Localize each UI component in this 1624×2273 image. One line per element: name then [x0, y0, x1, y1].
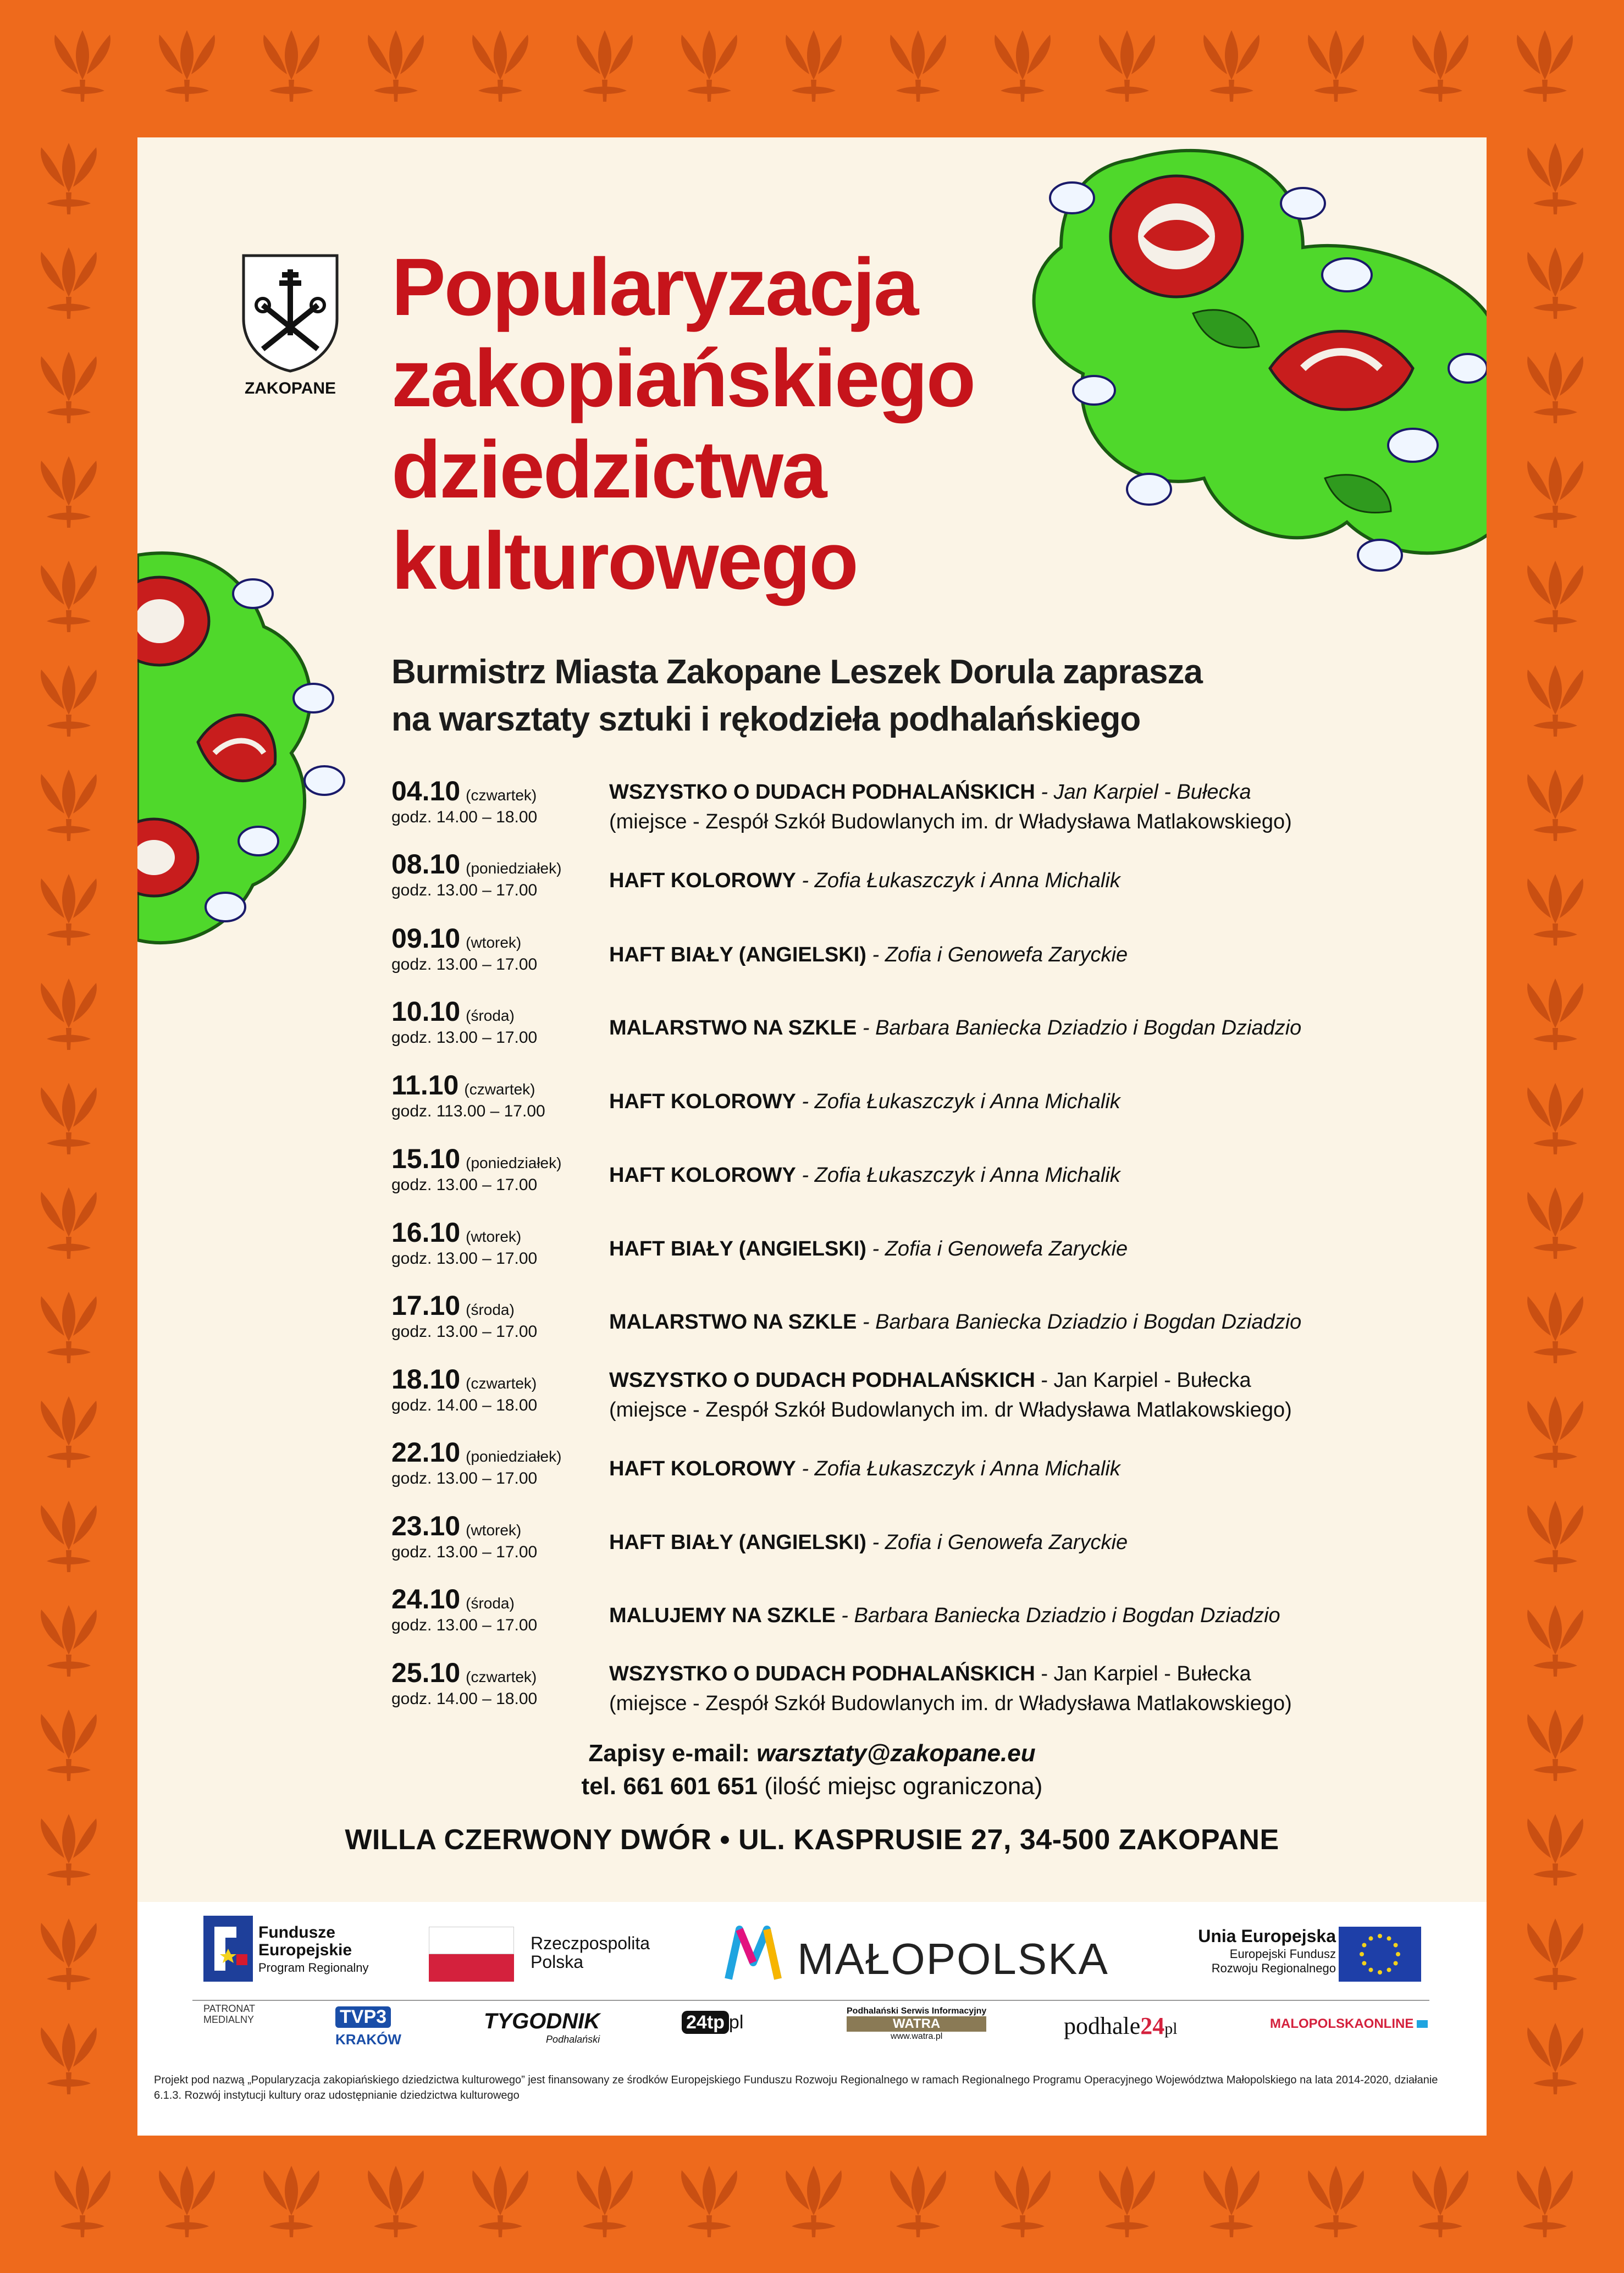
session-date: 09.10 (wtorek) [391, 923, 522, 954]
session-hosts: - Jan Karpiel - Bułecka [1035, 1369, 1251, 1392]
frame-ornament [1527, 1501, 1583, 1572]
session-hosts: - Zofia Łukaszczyk i Anna Michalik [796, 1090, 1120, 1113]
polish-flag-icon [429, 1927, 514, 1982]
session-description [609, 1307, 1301, 1337]
frame-ornament [1527, 1292, 1583, 1363]
venue-address: WILLA CZERWONY DWÓR • UL. KASPRUSIE 27, 34-500 ZAKOPANE [345, 1824, 1279, 1856]
eu-star [1394, 1943, 1398, 1948]
frame-ornament [1527, 1918, 1583, 1990]
frame-ornament [1203, 30, 1260, 102]
frame-ornament [159, 30, 215, 102]
session-hours: godz. 13.00 – 17.00 [391, 881, 538, 899]
frame-ornament [159, 2166, 215, 2237]
frame-ornament [41, 1814, 97, 1885]
schedule-row [391, 775, 1436, 841]
email-line [137, 1737, 1487, 1770]
session-date: 25.10 (czwartek) [391, 1657, 537, 1688]
frame-ornament [1527, 143, 1583, 214]
session-hosts: - Zofia Łukaszczyk i Anna Michalik [796, 1457, 1120, 1480]
poster-panel [137, 137, 1487, 2136]
session-hours: godz. 13.00 – 17.00 [391, 1616, 538, 1634]
session-hosts: - Zofia i Genowefa Zaryckie [866, 1531, 1128, 1554]
session-hours: godz. 13.00 – 17.00 [391, 1028, 538, 1047]
fundusze-europejskie-text: Fundusze Europejskie Program Regionalny [258, 1923, 369, 1975]
session-description [609, 1528, 1128, 1557]
crest-label: ZAKOPANE [244, 379, 336, 397]
eu-star [1362, 1943, 1366, 1948]
frame-ornament [1527, 1083, 1583, 1154]
frame-ornament [1517, 30, 1573, 102]
frame-ornament [1527, 978, 1583, 1050]
frame-ornament [41, 978, 97, 1050]
frame-ornament [786, 2166, 842, 2237]
schedule-row [391, 1216, 1436, 1282]
frame-ornament [995, 2166, 1051, 2237]
session-hours: godz. 13.00 – 17.00 [391, 1323, 538, 1341]
subtitle-line: Burmistrz Miasta Zakopane Leszek Dorula zaprasza [391, 653, 1202, 691]
frame-ornament [1527, 2023, 1583, 2094]
eu-flag-icon [1339, 1927, 1421, 1982]
schedule-row [391, 996, 1436, 1061]
folk-flowers-top-right [995, 137, 1487, 621]
session-hosts: - Zofia Łukaszczyk i Anna Michalik [796, 869, 1120, 892]
frame-ornament [54, 2166, 111, 2237]
session-title: MALARSTWO NA SZKLE [609, 1310, 857, 1334]
session-date: 23.10 (wtorek) [391, 1511, 522, 1541]
contact-info [137, 1737, 1487, 1803]
frame-ornament [890, 2166, 946, 2237]
frame-ornament [1527, 1710, 1583, 1781]
session-title: WSZYSTKO O DUDACH PODHALAŃSKICH [609, 1369, 1035, 1392]
session-hosts: - Zofia i Genowefa Zaryckie [866, 943, 1128, 966]
frame-ornament [41, 874, 97, 945]
frame-ornament [1527, 874, 1583, 945]
email-link[interactable]: warsztaty@zakopane.eu [756, 1740, 1036, 1767]
24tp-logo: 24tp pl [682, 2012, 743, 2033]
frame-ornament [41, 456, 97, 528]
frame-ornament [41, 247, 97, 319]
podhale24-logo: podhale24pl [1064, 2012, 1178, 2039]
session-description [609, 1365, 1292, 1425]
fundusze-europejskie-logo-icon [203, 1916, 253, 1982]
session-weekday: (środa) [466, 1007, 515, 1024]
frame-ornament [41, 1605, 97, 1677]
session-weekday: (wtorek) [466, 934, 522, 951]
watra-logo: Podhalański Serwis Informacyjny WATRA www.watra.pl [847, 2006, 987, 2041]
session-date: 18.10 (czwartek) [391, 1364, 537, 1395]
session-hours: godz. 13.00 – 17.00 [391, 1249, 538, 1268]
rzeczpospolita-text: Rzeczpospolita Polska [531, 1933, 650, 1972]
frame-ornament [263, 2166, 319, 2237]
schedule-row [391, 1657, 1436, 1723]
tvp3-krakow-logo: TVP3 KRAKÓW [335, 2006, 401, 2048]
schedule-row [391, 1363, 1436, 1429]
session-description [609, 866, 1120, 895]
session-weekday: (wtorek) [466, 1228, 522, 1245]
frame-ornament [41, 1918, 97, 1990]
session-title: MALARSTWO NA SZKLE [609, 1016, 857, 1039]
frame-ornament [41, 1083, 97, 1154]
tygodnik-podhalanski-logo: TYGODNIK Podhalański [484, 2009, 600, 2045]
frame-ornament [1517, 2166, 1573, 2237]
frame-ornament [41, 1501, 97, 1572]
session-title: HAFT BIAŁY (ANGIELSKI) [609, 1531, 866, 1554]
session-weekday: (czwartek) [464, 1081, 535, 1098]
session-weekday: (środa) [466, 1301, 515, 1318]
session-title: HAFT KOLOROWY [609, 1457, 796, 1480]
frame-ornament [1527, 770, 1583, 841]
session-title: WSZYSTKO O DUDACH PODHALAŃSKICH [609, 1662, 1035, 1685]
malopolska-online-logo: MALOPOLSKAONLINE [1270, 2016, 1428, 2032]
frame-ornament [1527, 1396, 1583, 1468]
frame-ornament [890, 30, 946, 102]
session-hours: godz. 13.00 – 17.00 [391, 955, 538, 974]
session-title: WSZYSTKO O DUDACH PODHALAŃSKICH [609, 781, 1035, 804]
session-weekday: (czwartek) [466, 1668, 537, 1685]
eu-star [1369, 1936, 1373, 1940]
title-line: dziedzictwa [391, 424, 826, 515]
eu-star [1394, 1961, 1398, 1966]
session-date: 16.10 (wtorek) [391, 1217, 522, 1248]
frame-ornament [1527, 1187, 1583, 1259]
session-hours: godz. 13.00 – 17.00 [391, 1176, 538, 1194]
frame-ornament [41, 143, 97, 214]
phone-number: tel. 661 601 651 [581, 1773, 758, 1800]
session-place: (miejsce - Zespół Szkół Budowlanych im. dr Władysława Matlakowskiego) [609, 1398, 1292, 1422]
session-title: HAFT KOLOROWY [609, 1164, 796, 1187]
subtitle [391, 649, 1326, 743]
eu-star [1387, 1968, 1391, 1972]
schedule-row [391, 1583, 1436, 1649]
frame-ornament [41, 770, 97, 841]
frame-ornament [1527, 1814, 1583, 1885]
session-date: 08.10 (poniedziałek) [391, 849, 562, 880]
session-date: 10.10 (środa) [391, 996, 515, 1027]
session-description [609, 1160, 1120, 1190]
frame-ornament [1527, 665, 1583, 737]
session-hosts: - Zofia i Genowefa Zaryckie [866, 1237, 1128, 1260]
frame-ornament [1308, 30, 1364, 102]
session-hosts: - Jan Karpiel - Bułecka [1035, 1662, 1251, 1685]
session-hours: godz. 14.00 – 18.00 [391, 808, 538, 826]
session-date: 04.10 (czwartek) [391, 776, 537, 806]
session-hours: godz. 14.00 – 18.00 [391, 1396, 538, 1414]
crest-icon [238, 253, 343, 374]
eu-star [1378, 1970, 1382, 1975]
frame-ornament [1203, 2166, 1260, 2237]
session-hours: godz. 13.00 – 17.00 [391, 1469, 538, 1487]
session-hosts: - Jan Karpiel - Bułecka [1035, 781, 1251, 804]
eu-star [1378, 1934, 1382, 1938]
frame-ornament [41, 352, 97, 423]
frame-ornament [368, 2166, 424, 2237]
session-title: HAFT BIAŁY (ANGIELSKI) [609, 1237, 866, 1260]
session-hours: godz. 14.00 – 18.00 [391, 1690, 538, 1708]
session-description [609, 1454, 1120, 1484]
session-title: HAFT KOLOROWY [609, 1090, 796, 1113]
session-description [609, 1234, 1128, 1264]
schedule-row [391, 1143, 1436, 1209]
frame-ornament [41, 1292, 97, 1363]
frame-ornament [1527, 456, 1583, 528]
frame-ornament [368, 30, 424, 102]
session-weekday: (poniedziałek) [466, 860, 562, 877]
session-title: MALUJEMY NA SZKLE [609, 1604, 836, 1627]
malopolska-text: MAŁOPOLSKA [797, 1934, 1109, 1983]
schedule-row [391, 1069, 1436, 1135]
frame-ornament [1412, 30, 1468, 102]
frame-ornament [995, 30, 1051, 102]
frame-ornament [41, 561, 97, 632]
frame-ornament [41, 1187, 97, 1259]
title-line: zakopiańskiego [391, 333, 975, 424]
session-weekday: (wtorek) [466, 1522, 522, 1539]
email-label: Zapisy e-mail: [588, 1740, 757, 1767]
frame-ornament [681, 30, 737, 102]
session-hosts: - Barbara Baniecka Dziadzio i Bogdan Dziadzio [857, 1016, 1302, 1039]
session-title: HAFT KOLOROWY [609, 869, 796, 892]
session-weekday: (środa) [466, 1595, 515, 1612]
session-hosts: - Barbara Baniecka Dziadzio i Bogdan Dziadzio [835, 1604, 1280, 1627]
session-description [609, 1013, 1301, 1043]
session-date: 17.10 (środa) [391, 1290, 515, 1321]
frame-ornament [1527, 1605, 1583, 1677]
schedule-row [391, 1290, 1436, 1356]
session-place: (miejsce - Zespół Szkół Budowlanych im. dr Władysława Matlakowskiego) [609, 1692, 1292, 1715]
session-weekday: (czwartek) [466, 1375, 537, 1392]
frame-ornament [1527, 561, 1583, 632]
schedule-row [391, 1436, 1436, 1502]
frame-ornament [41, 1710, 97, 1781]
title-line: kulturowego [391, 516, 857, 606]
eu-star [1360, 1952, 1364, 1956]
session-weekday: (czwartek) [466, 787, 537, 804]
session-date: 11.10 (czwartek) [391, 1070, 535, 1100]
session-date: 22.10 (poniedziałek) [391, 1437, 562, 1468]
eu-star [1396, 1952, 1400, 1956]
footer-divider [192, 2000, 1429, 2001]
session-description [609, 1087, 1120, 1116]
session-place: (miejsce - Zespół Szkół Budowlanych im. dr Władysława Matlakowskiego) [609, 810, 1292, 833]
session-hours: godz. 113.00 – 17.00 [391, 1102, 545, 1120]
frame-ornament [1412, 2166, 1468, 2237]
frame-ornament [472, 2166, 528, 2237]
frame-ornament [786, 30, 842, 102]
malopolska-logo-icon [723, 1924, 783, 1984]
schedule-row [391, 1510, 1436, 1576]
frame-ornament [681, 2166, 737, 2237]
zakopane-crest [238, 253, 343, 401]
unia-europejska-text: Unia Europejska Europejski Fundusz Rozwoju Regionalnego [1198, 1926, 1336, 1975]
page-title [391, 242, 1051, 607]
frame-ornament [577, 30, 633, 102]
frame-ornament [1527, 247, 1583, 319]
folk-flowers-left [137, 533, 368, 951]
frame-ornament [1099, 30, 1155, 102]
frame-ornament [54, 30, 111, 102]
session-hosts: - Barbara Baniecka Dziadzio i Bogdan Dziadzio [857, 1310, 1302, 1334]
schedule-row [391, 922, 1436, 988]
phone-line [137, 1770, 1487, 1803]
eu-star [1362, 1961, 1366, 1966]
session-description [609, 1659, 1292, 1718]
patronat-medialny-label: PATRONAT MEDIALNY [203, 2003, 255, 2025]
eu-star [1387, 1936, 1391, 1940]
phone-note: (ilość miejsc ograniczona) [758, 1773, 1043, 1800]
session-weekday: (poniedziałek) [466, 1154, 562, 1171]
frame-ornament [1308, 2166, 1364, 2237]
session-weekday: (poniedziałek) [466, 1448, 562, 1465]
title-line: Popularyzacja [391, 242, 918, 333]
session-title: HAFT BIAŁY (ANGIELSKI) [609, 943, 866, 966]
frame-ornament [1099, 2166, 1155, 2237]
frame-ornament [41, 1396, 97, 1468]
session-description [609, 940, 1128, 970]
session-description [609, 1601, 1280, 1630]
funding-disclaimer: Projekt pod nazwą „Popularyzacja zakopiańskiego dziedzictwa kulturowego” jest finansowany ze środków Europejskiego Funduszu Rozwoju Regionalnego w ramach Regionalnego Programu Operacyjnego Województwa Małopolskiego na lata 2014-2020, działanie 6.1.3. Rozwój instytucji kultury oraz udostępnianie dziedzictwa kulturowego [154, 2074, 1438, 2101]
frame-ornament [41, 2023, 97, 2094]
subtitle-line: na warsztaty sztuki i rękodzieła podhalańskiego [391, 700, 1141, 738]
eu-star [1369, 1968, 1373, 1972]
frame-ornament [472, 30, 528, 102]
frame-ornament [1527, 352, 1583, 423]
frame-ornament [41, 665, 97, 737]
frame-ornament [263, 30, 319, 102]
session-date: 24.10 (środa) [391, 1584, 515, 1614]
session-date: 15.10 (poniedziałek) [391, 1143, 562, 1174]
session-hours: godz. 13.00 – 17.00 [391, 1543, 538, 1561]
session-description [609, 777, 1292, 837]
frame-ornament [577, 2166, 633, 2237]
schedule-row [391, 848, 1436, 914]
session-hosts: - Zofia Łukaszczyk i Anna Michalik [796, 1164, 1120, 1187]
